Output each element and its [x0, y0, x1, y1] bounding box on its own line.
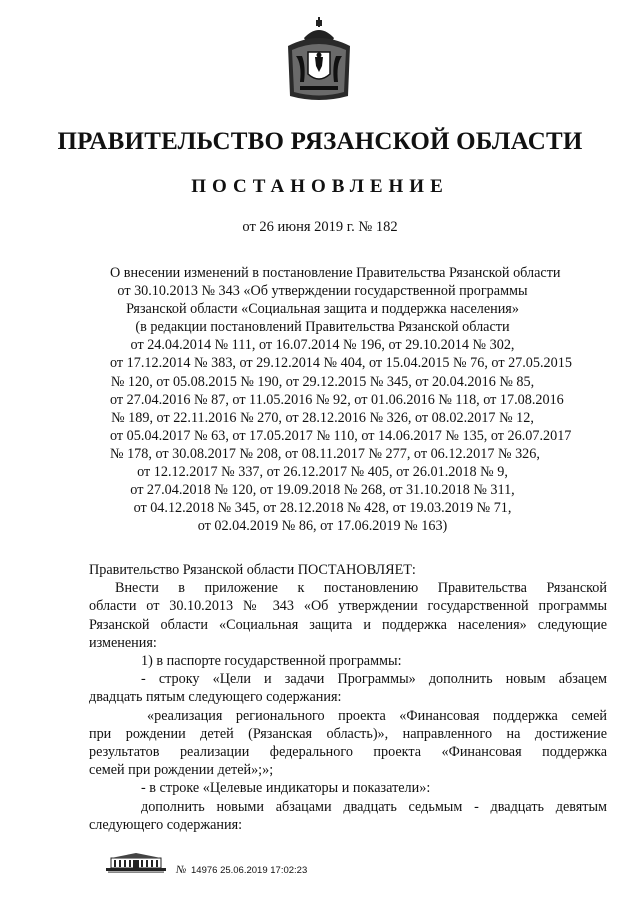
- quote-line: при рождении детей (Рязанская область)», направленного на достижение: [89, 725, 607, 742]
- paragraph-line: Рязанской области «Социальная защита и поддержка населения» следующие: [89, 616, 607, 633]
- subject-line: от 05.04.2017 № 63, от 17.05.2017 № 110, от 14.06.2017 № 135, от 26.07.2017: [110, 427, 572, 444]
- list-item: - в строке «Целевые индикаторы и показатели»:: [141, 780, 431, 797]
- subject-line: Рязанской области «Социальная защита и поддержка населения»: [126, 301, 519, 318]
- subject-line: (в редакции постановлений Правительства Рязанской области: [135, 319, 510, 336]
- paragraph-line: дополнить новыми абзацами двадцать седьмым - двадцать девятым: [141, 798, 607, 815]
- quote-line: результатов реализации федерального проекта «Финансовая поддержка: [89, 744, 607, 761]
- paragraph-line: следующего содержания:: [89, 816, 243, 833]
- quote-line: семей при рождении детей»;»;: [89, 762, 274, 779]
- paragraph-line: Внести в приложение к постановлению Правительства Рязанской: [115, 580, 607, 597]
- document-body: [89, 561, 607, 834]
- document-type: ПОСТАНОВЛЕНИЕ: [191, 176, 449, 197]
- registration-text: 14976 25.06.2019 17:02:23: [191, 865, 308, 876]
- government-title: ПРАВИТЕЛЬСТВО РЯЗАНСКОЙ ОБЛАСТИ: [57, 128, 583, 155]
- document-subject: [110, 264, 572, 535]
- decree-line: Правительство Рязанской области ПОСТАНОВЛЯЕТ:: [89, 562, 416, 578]
- subject-line: от 02.04.2019 № 86, от 17.06.2019 № 163): [197, 518, 448, 535]
- government-building-stamp-icon: [105, 852, 167, 874]
- paragraph-line: - строку «Цели и задачи Программы» дополнить новым абзацем: [141, 671, 607, 688]
- document-date-number: от 26 июня 2019 г. № 182: [242, 219, 398, 235]
- subject-line: от 04.12.2018 № 345, от 28.12.2018 № 428, от 19.03.2019 № 71,: [133, 500, 512, 517]
- subject-line: № 189, от 22.11.2016 № 270, от 28.12.2016 № 326, от 08.02.2017 № 12,: [111, 409, 534, 426]
- subject-line: № 178, от 30.08.2017 № 208, от 08.11.2017 № 277, от 06.12.2017 № 326,: [110, 445, 540, 462]
- quote-line: «реализация регионального проекта «Финансовая поддержка семей: [147, 707, 607, 724]
- registration-mark: №: [176, 864, 187, 876]
- subject-line: от 24.04.2014 № 111, от 16.07.2014 № 196, от 29.10.2014 № 302,: [130, 337, 515, 354]
- coat-of-arms-icon: [282, 16, 356, 104]
- subject-line: от 17.12.2014 № 383, от 29.12.2014 № 404, от 15.04.2015 № 76, от 27.05.2015: [110, 355, 572, 372]
- subject-line: О внесении изменений в постановление Правительства Рязанской области: [110, 265, 561, 281]
- registration-stamp: [176, 864, 307, 876]
- subject-line: от 30.10.2013 № 343 «Об утверждении государственной программы: [117, 283, 528, 300]
- paragraph-line: области от 30.10.2013 № 343 «Об утверждении государственной программы: [89, 598, 607, 615]
- subject-line: от 27.04.2016 № 87, от 11.05.2016 № 92, от 01.06.2016 № 118, от 17.08.2016: [110, 391, 564, 408]
- subject-line: от 12.12.2017 № 337, от 26.12.2017 № 405, от 26.01.2018 № 9,: [137, 464, 508, 481]
- paragraph-line: изменения:: [89, 634, 157, 651]
- subject-line: № 120, от 05.08.2015 № 190, от 29.12.2015 № 345, от 20.04.2016 № 85,: [110, 373, 535, 390]
- list-item: 1) в паспорте государственной программы:: [141, 653, 402, 670]
- paragraph-line: двадцать пятым следующего содержания:: [89, 689, 342, 706]
- subject-line: от 27.04.2018 № 120, от 19.09.2018 № 268, от 31.10.2018 № 311,: [130, 482, 515, 499]
